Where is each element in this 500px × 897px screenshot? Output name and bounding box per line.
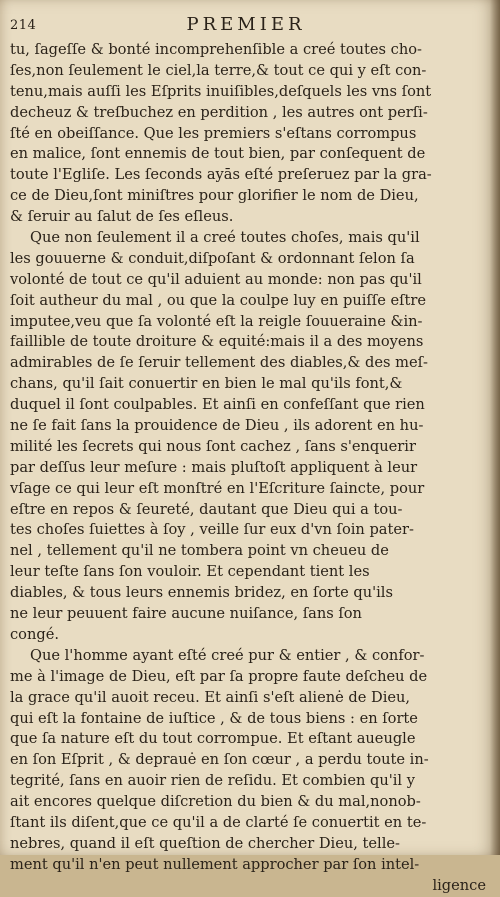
text-line: nebres, quand il eſt queſtion de chercher Dieu, telle- (10, 834, 400, 852)
text-line: Que l'homme ayant eſté creé pur & entier , & confor- (30, 646, 425, 664)
text-line: volonté de tout ce qu'il aduient au monde: non pas qu'il (10, 270, 422, 288)
text-line: par deſſus leur meſure : mais pluſtoſt appliquent à leur (10, 458, 418, 476)
text-line: ment qu'il n'en peut nullement approcher par ſon intel- (10, 855, 420, 873)
text-line: tu, ſageſſe & bonté incomprehenſible a creé toutes cho- (10, 41, 422, 58)
text-line: en malice, ſont ennemis de tout bien, par conſequent de (10, 145, 426, 163)
text-line: me à l'image de Dieu, eſt par ſa propre faute deſcheu de (10, 667, 428, 685)
body-text (10, 40, 488, 897)
text-line: tegrité, ſans en auoir rien de reſidu. Et combien qu'il y (10, 772, 415, 790)
text-line: ait encores quelque diſcretion du bien & du mal,nonob- (10, 793, 421, 811)
text-line: ce de Dieu,ſont miniſtres pour glorifier le nom de Dieu, (10, 187, 419, 205)
text-line: congé. (10, 625, 59, 643)
catchword: ligence (432, 876, 486, 894)
text-line: les gouuerne & conduit,diſpoſant & ordonnant ſelon ſa (10, 249, 415, 267)
text-line: ne ſe fait ſans la prouidence de Dieu , ils adorent en hu- (10, 417, 424, 435)
text-line: ſté en obeiſſance. Que les premiers s'eſtans corrompus (10, 124, 417, 142)
text-line: ſoit autheur du mal , ou que la coulpe luy en puiſſe eſtre (10, 291, 426, 309)
text-line: decheuz & treſbuchez en perdition , les autres ont perſi- (10, 103, 428, 121)
text-line: eſtre en repos & ſeureté, dautant que Dieu qui a tou- (10, 500, 403, 518)
text-line: tenu,mais auſſi les Eſprits inuiſibles,deſquels les vns ſont (10, 82, 432, 100)
text-line: que ſa nature eſt du tout corrompue. Et eſtant aueugle (10, 730, 416, 748)
text-line: admirables de ſe ſeruir tellement des diables,& des meſ- (10, 354, 428, 372)
text-line: chans, qu'il ſait conuertir en bien le mal qu'ils font,& (10, 375, 403, 393)
text-line: leur teſte ſans ſon vouloir. Et cependant tient les (10, 563, 370, 581)
text-line: & ſeruir au ſalut de ſes eſleus. (10, 208, 234, 226)
text-line: Que non ſeulement il a creé toutes choſes, mais qu'il (30, 229, 420, 247)
text-line: qui eſt la fontaine de iuſtice , & de tous biens : en ſorte (10, 709, 418, 727)
page-gutter-shadow (490, 0, 500, 855)
text-line: faillible de toute droiture & equité:mais il a des moyens (10, 333, 424, 351)
page-number: 214 (10, 18, 37, 33)
page-header (10, 14, 482, 38)
text-line: ſes,non ſeulement le ciel,la terre,& tout ce qui y eſt con- (10, 61, 427, 79)
text-line: la grace qu'il auoit receu. Et ainſi s'eſt alienė de Dieu, (10, 688, 411, 706)
text-line: nel , tellement qu'il ne tombera point vn cheueu de (10, 542, 389, 560)
running-title: PREMIER (186, 14, 306, 35)
text-line: diables, & tous leurs ennemis bridez, en ſorte qu'ils (10, 584, 393, 602)
text-line: milité les ſecrets qui nous ſont cachez , ſans s'enquerir (10, 437, 416, 455)
text-line: en ſon Eſprit , & deprauė en ſon cœur , a perdu toute in- (10, 751, 429, 769)
text-line: imputee,veu que ſa volonté eſt la reigle ſouueraine &in- (10, 312, 423, 330)
text-line: duquel il ſont coulpables. Et ainſi en confeſſant que rien (10, 396, 425, 414)
text-line: ſtant ils diſent,que ce qu'il a de clarté ſe conuertit en te- (10, 813, 427, 831)
text-line: tes choſes ſuiettes à ſoy , veille ſur eux d'vn ſoin pater- (10, 521, 414, 539)
text-line: vſage ce qui leur eſt monſtré en l'Eſcriture ſaincte, pour (10, 479, 425, 497)
text-line: toute l'Egliſe. Les ſeconds ayās eſté preſeruez par la gra- (10, 166, 432, 184)
text-line: ne leur peuuent faire aucune nuiſance, ſans ſon (10, 605, 362, 623)
